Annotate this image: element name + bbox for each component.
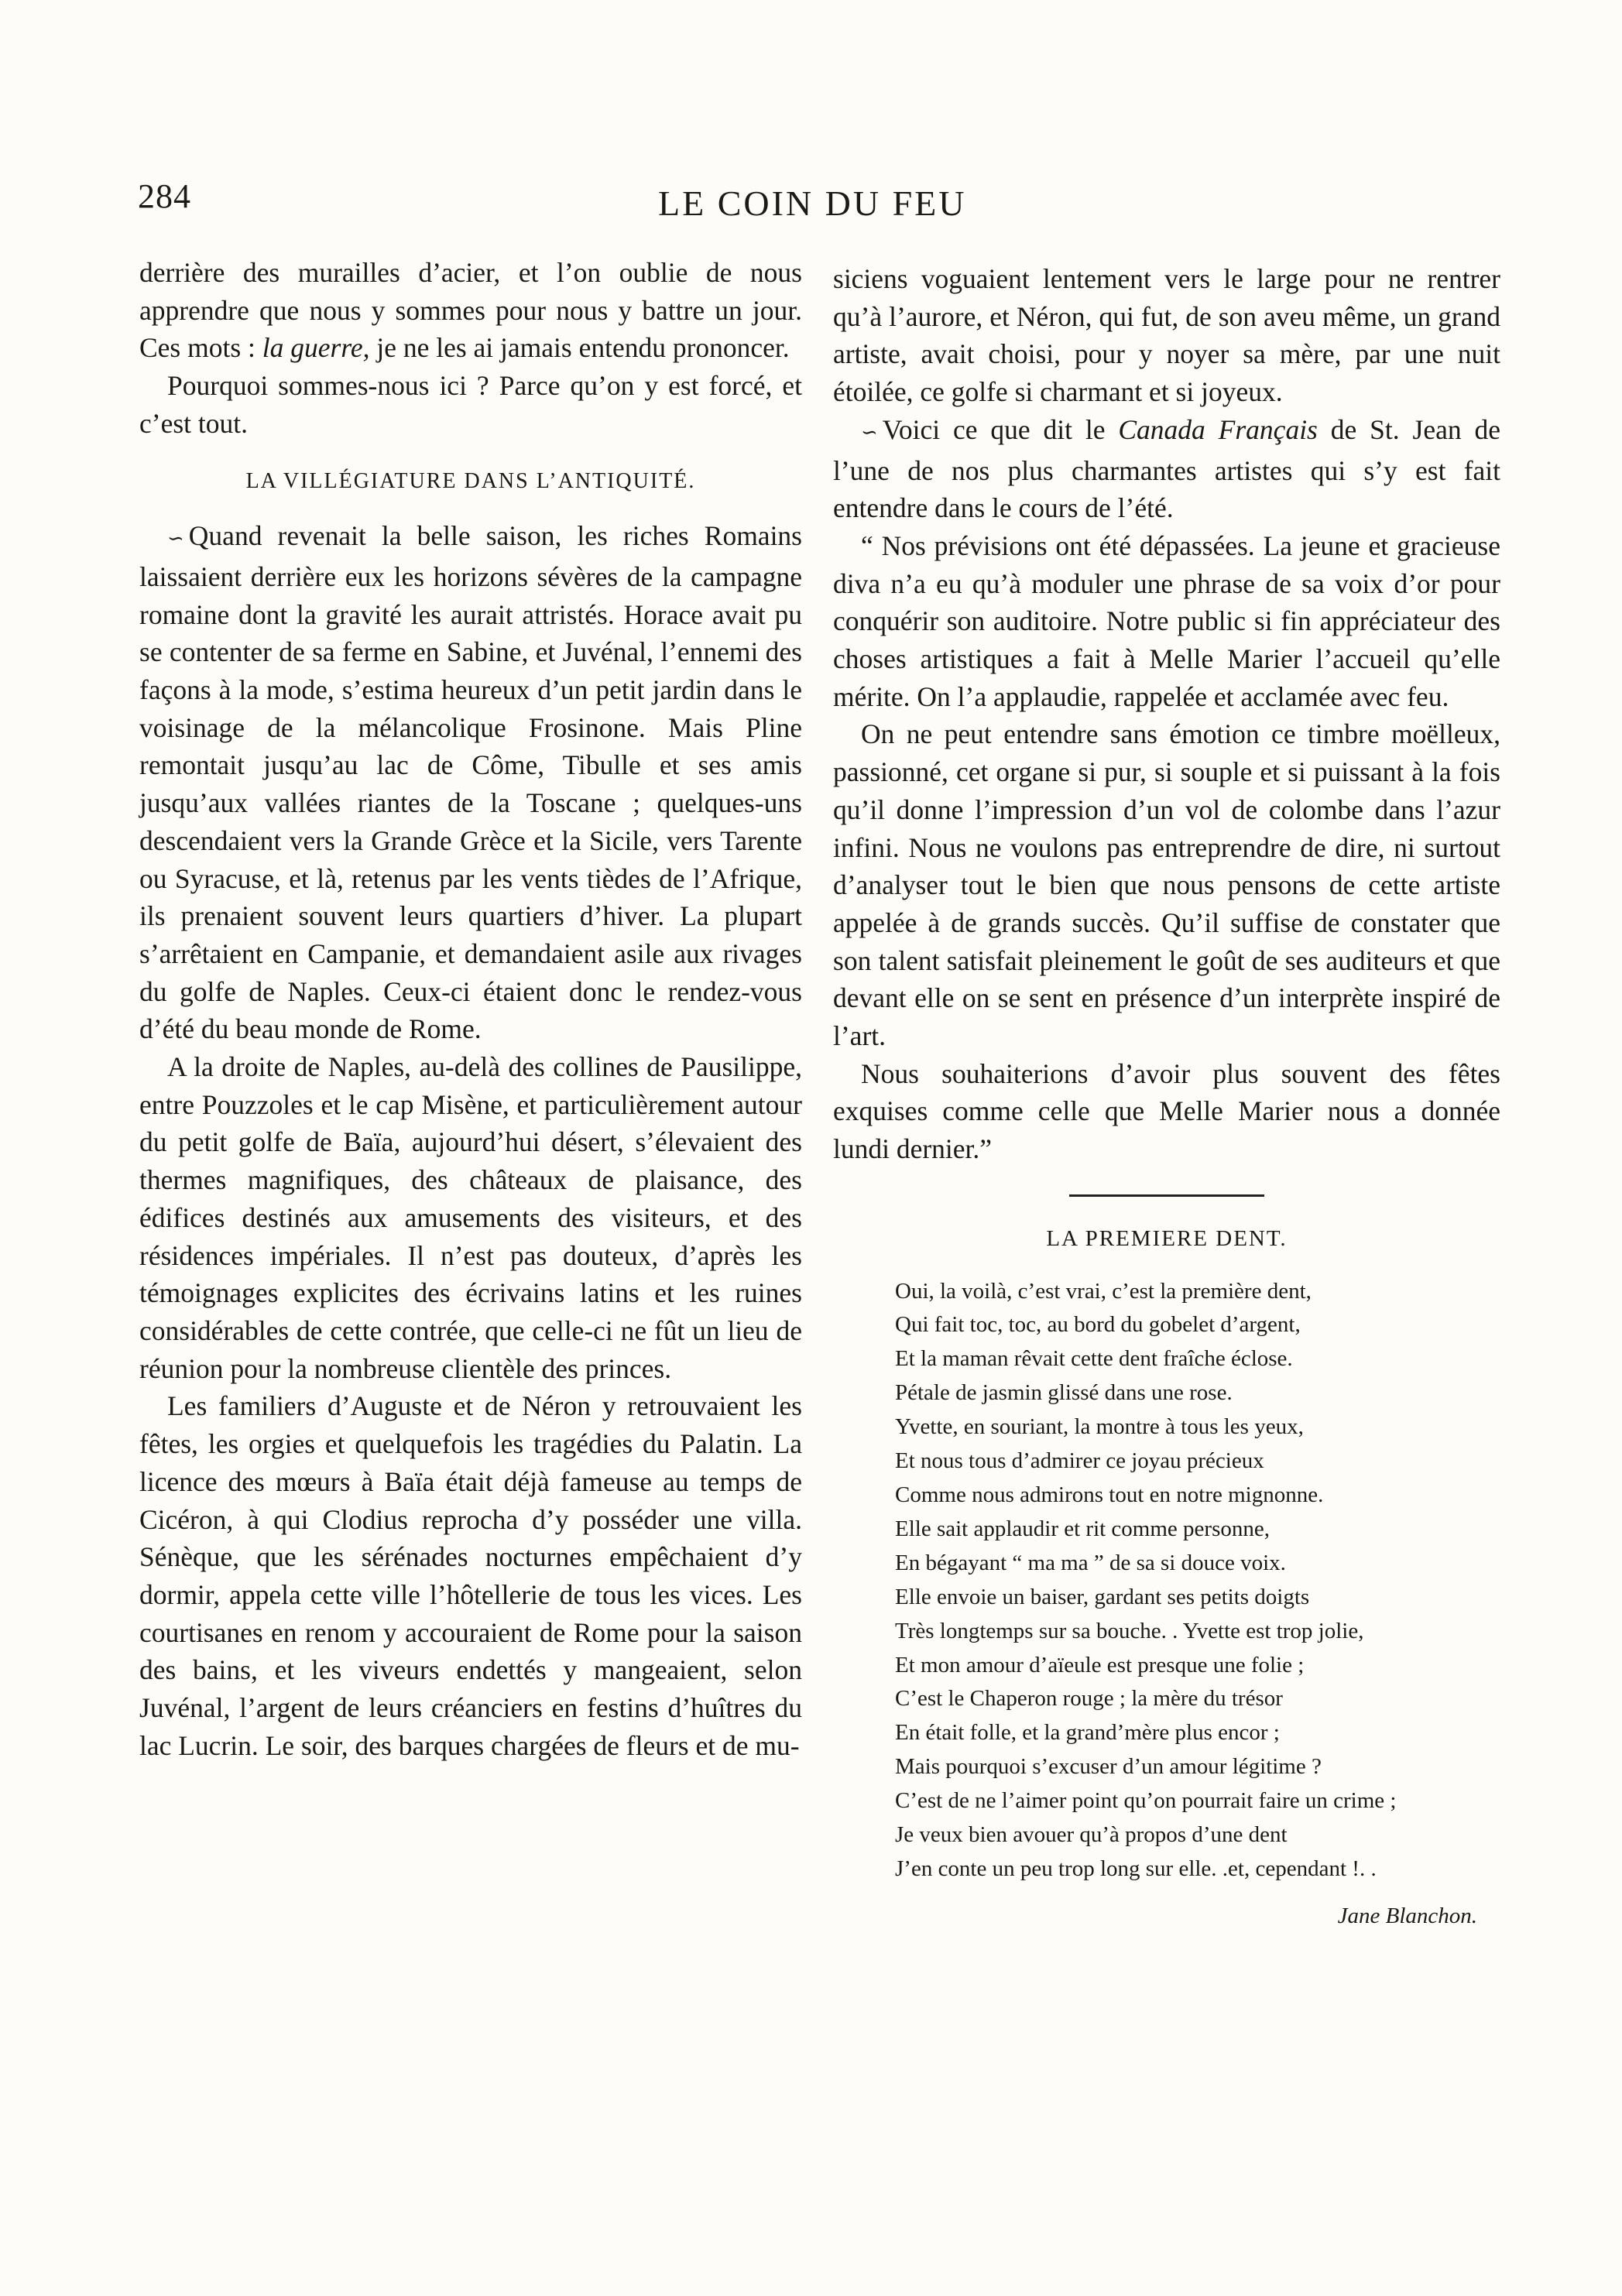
poem-line: Qui fait toc, toc, au bord du gobelet d’argent, (895, 1312, 1301, 1338)
left-column (139, 254, 802, 1764)
paragraph: derrière des murailles d’acier, et l’on oublie de nous apprendre que nous y sommes pour nous y battre un jour. Ces mots : la guerre, je ne les ai jamais entendu prononcer. (139, 257, 802, 364)
poem (895, 1275, 1500, 1886)
poem-line: Elle sait applaudir et rit comme personne, (895, 1516, 1270, 1541)
poem-line: Oui, la voilà, c’est vrai, c’est la première dent, (895, 1278, 1312, 1304)
paragraph: siciens voguaient lentement vers le large pour ne rentrer qu’à l’aurore, et Néron, qui fut, de son aveu même, un grand artiste, avait choisi, pour y noyer sa mère, par une nuit étoilée, ce golfe si charmant et si joyeux. (833, 263, 1500, 408)
italic-phrase: Canada Français (1118, 413, 1318, 445)
section-heading: LA VILLÉGIATURE DANS L’ANTIQUITÉ. (245, 468, 696, 493)
paragraph: ∽ Voici ce que dit le Canada Français de St. Jean de l’une de nos plus charmantes artistes qui s’y est fait entendre dans le cours de l’été. (833, 413, 1500, 524)
quote-paragraph: On ne peut entendre sans émotion ce timbre moëlleux, passionné, cet organe si pur, si souple et si puissant à la fois qu’il donne l’impression d’un vol de colombe dans l’azur infini. Nous ne voulons pas entreprendre de dire, ni surtout d’analyser tout le bien que nous pensons de cette artiste appelée à de grands succès. Qu’il suffise de constater que son talent satisfait pleinement le goût de ses auditeurs et que devant elle on se sent en présence d’un interprète inspiré de l’art. (833, 718, 1500, 1052)
poem-line: Elle envoie un baiser, gardant ses petits doigts (895, 1584, 1310, 1609)
paragraph: Pourquoi sommes-nous ici ? Parce qu’on y est forcé, et c’est tout. (139, 370, 802, 439)
italic-phrase: la guerre, (262, 332, 370, 364)
poem-line: C’est le Chaperon rouge ; la mère du trésor (895, 1686, 1283, 1712)
poem-line: Très longtemps sur sa bouche. . Yvette est trop jolie, (895, 1618, 1364, 1643)
poem-line: Je veux bien avouer qu’à propos d’une dent (895, 1822, 1288, 1848)
flourish-ornament-icon: ∽ (167, 527, 184, 550)
poem-signature: Jane Blanchon. (1337, 1903, 1477, 1928)
poem-line: En bégayant “ ma ma ” de sa si douce voix. (895, 1550, 1286, 1575)
paragraph: ∽ Quand revenait la belle saison, les riches Romains laissaient derrière eux les horizons sévères de la campagne romaine dont la gravité les aurait attristés. Horace avait pu se contenter de sa ferme en Sabine, et Juvénal, l’ennemi des façons à la mode, s’estima heureux d’un petit jardin dans le voisinage de la mélancolique Frosinone. Mais Pline remontait jusqu’au lac de Côme, Tibulle et ses amis jusqu’aux vallées riantes de la Toscane ; quelques-uns descendaient vers la Grande Grèce et la Sicile, vers Tarente ou Syracuse, et là, retenus par les vents tièdes de l’Afrique, ils prenaient souvent leurs quartiers d’hiver. La plupart s’arrêtaient en Campanie, et demandaient asile aux rivages du golfe de Naples. Ceux-ci étaient donc le rendez-vous d’été du beau monde de Rome. (139, 520, 802, 1045)
running-title: LE COIN DU FEU (658, 183, 967, 223)
quote-paragraph: Nous souhaiterions d’avoir plus souvent des fêtes exquises comme celle que Melle Marier nous a donnée lundi dernier.” (833, 1057, 1500, 1165)
paragraph: Les familiers d’Auguste et de Néron y retrouvaient les fêtes, les orgies et quelquefois les tragédies du Palatin. La licence des mœurs à Baïa était déjà fameuse au temps de Cicéron, à qui Clodius reprocha d’y posséder une villa. Sénèque, que les sérénades nocturnes empêchaient d’y dormir, appela cette ville l’hôtellerie de tous les vices. Les courtisanes en renom y accouraient de Rome pour la saison des bains, et les viveurs endettés y mangeaient, selon Juvénal, l’argent de leurs créanciers en festins d’huîtres du lac Lucrin. Le soir, des barques chargées de fleurs et de mu- (139, 1390, 802, 1761)
poem-line: Comme nous admirons tout en notre mignonne. (895, 1482, 1324, 1508)
poem-line: Mais pourquoi s’excuser d’un amour légitime ? (895, 1754, 1322, 1780)
quote-paragraph: “ Nos prévisions ont été dépassées. La jeune et gracieuse diva n’a eu qu’à moduler une phrase de sa voix d’or pour conquérir son auditoire. Notre public si fin appréciateur des choses artistiques a fait à Melle Marier l’accueil qu’elle mérite. On l’a applaudie, rappelée et acclamée avec feu. (833, 529, 1500, 712)
poem-line: J’en conte un peu trop long sur elle. .et, cependant !. . (895, 1856, 1377, 1881)
poem-line: Et nous tous d’admirer ce joyau précieux (895, 1448, 1264, 1474)
poem-line: Et la maman rêvait cette dent fraîche éclose. (895, 1346, 1293, 1372)
flourish-ornament-icon: ∽ (861, 420, 878, 444)
poem-title: LA PREMIERE DENT. (1046, 1225, 1288, 1251)
poem-line: C’est de ne l’aimer point qu’on pourrait faire un crime ; (895, 1788, 1397, 1814)
poem-line: Et mon amour d’aïeule est presque une folie ; (895, 1652, 1305, 1677)
page-number: 284 (138, 177, 191, 215)
paragraph: A la droite de Naples, au-delà des collines de Pausilippe, entre Pouzzoles et le cap Misène, et particulièrement autour du petit golfe de Baïa, aujourd’hui désert, s’élevaient des thermes magnifiques, des châteaux de plaisance, des édifices destinés aux amusements des visiteurs, et des résidences impériales. Il n’est pas douteux, d’après les témoignages explicites des écrivains latins et les ruines considérables de cette contrée, que celle-ci ne fût un lieu de réunion pour la nombreuse clientèle des princes. (139, 1051, 802, 1384)
section-divider (1069, 1194, 1264, 1197)
right-column (833, 260, 1500, 1935)
poem-line: En était folle, et la grand’mère plus encor ; (895, 1720, 1280, 1746)
poem-line: Yvette, en souriant, la montre à tous les yeux, (895, 1414, 1304, 1440)
poem-line: Pétale de jasmin glissé dans une rose. (895, 1380, 1233, 1406)
